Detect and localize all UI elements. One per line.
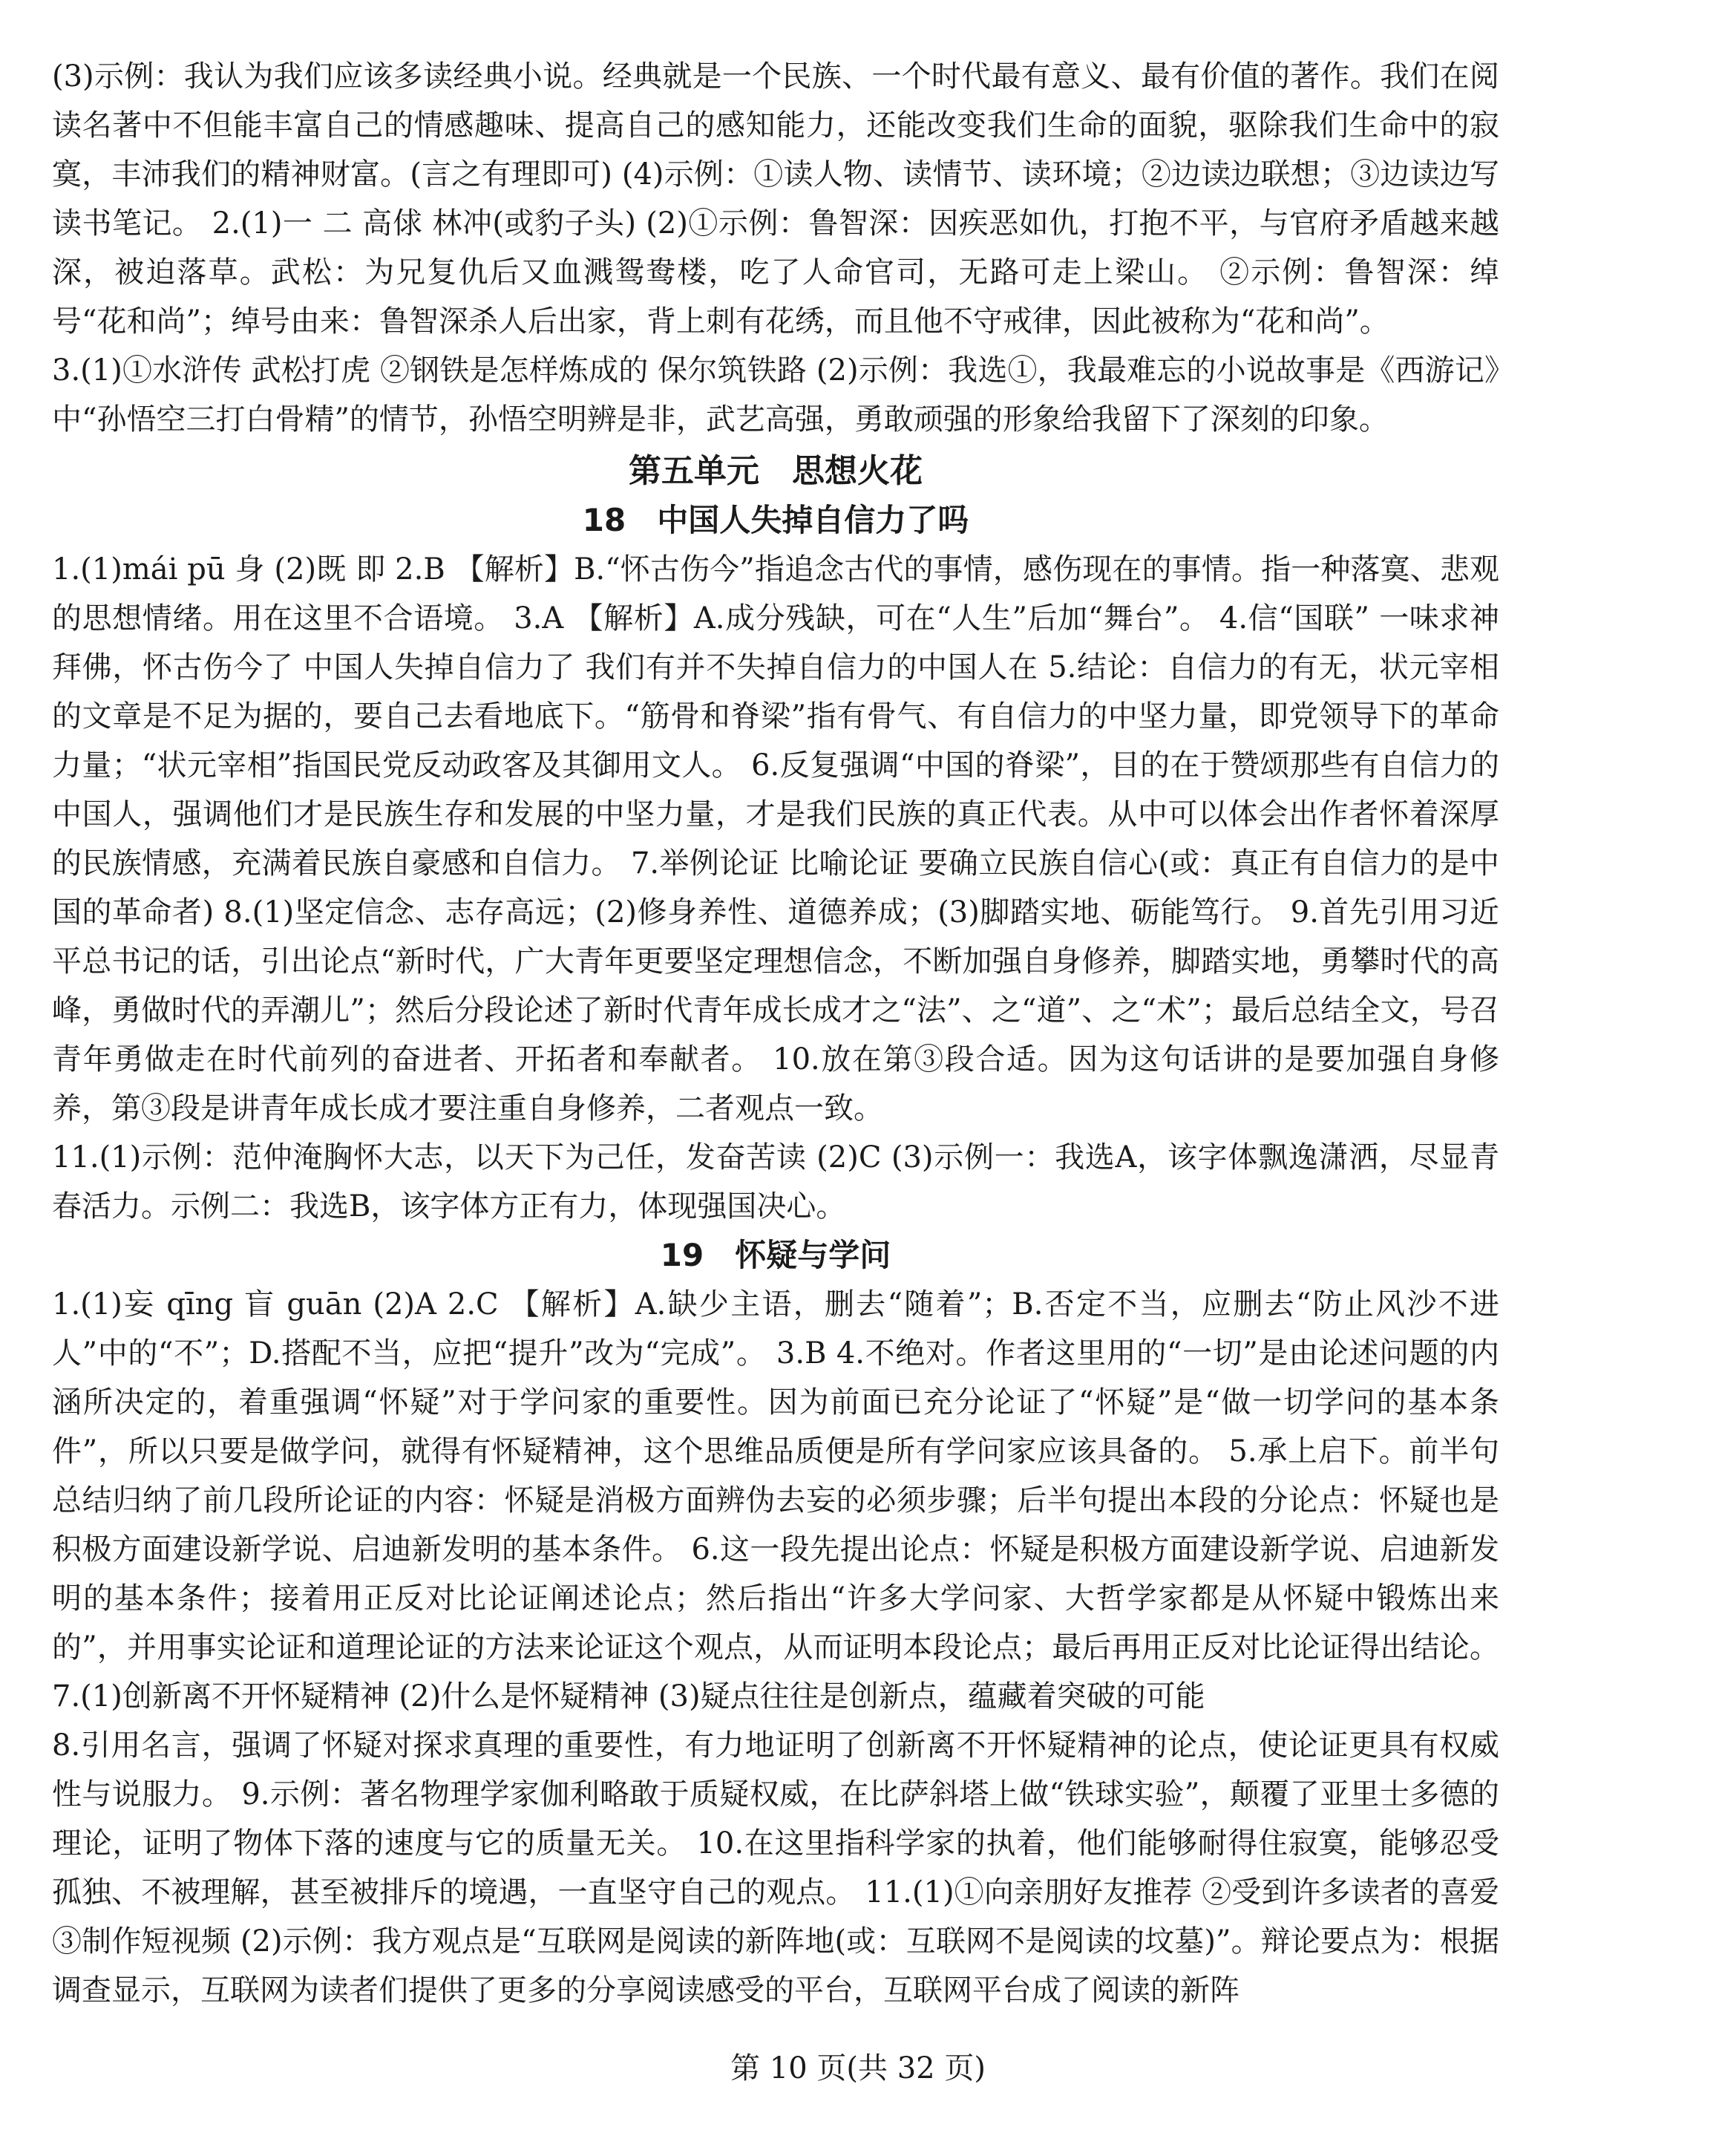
unit-title: 第五单元 思想火花 [629, 452, 923, 490]
lesson-19-answers: 1.(1)妄 qīng 盲 guān (2)A 2.C 【解析】A.缺少主语，删去“随着”；B.否定不当，应删去“防止风沙不进人”中的“不”；D.搭配不当，应把“提升”改为“完成”。 3.B 4.不绝对。作者这里用的“一切”是由论述问题的内涵所决定的，着重强调“怀疑”对于学问家的重要性。因为前面已充分论证了“怀疑”是“做一切学问的基本条件”，所以只要是做学问，就得有怀疑精神，这个思维品质便是所有学问家应该具备的。 5.承上启下。前半句总结归纳了前几段所论证的内容：怀疑是消极方面辨伪去妄的必须步骤；后半句提出本段的分论点：怀疑也是积极方面建设新学说、启迪新发明的基本条件。 6.这一段先提出论点：怀疑是积极方面建设新学说、启迪新发明的基本条件；接着用正反对比论证阐述论点；然后指出“许多大学问家、大哲学家都是从怀疑中锻炼出来的”，并用事实论证和道理论证的方法来论证这个观点，从而证明本段论点；最后再用正反对比论证得出结论。 7.(1)创新离不开怀疑精神 (2)什么是怀疑精神 (3)疑点往往是创新点，蕴藏着突破的可能 [52, 1287, 1499, 1714]
page-number: 第 10 页(共 32 页) [730, 2051, 986, 2085]
lesson-18-title: 18 中国人失掉自信力了吗 [582, 502, 969, 538]
lesson-19-title: 19 怀疑与学问 [660, 1237, 891, 1273]
answer-page [52, 52, 1499, 2015]
intro-paragraph-1: (3)示例：我认为我们应该多读经典小说。经典就是一个民族、一个时代最有意义、最有价值的著作。我们在阅读名著中不但能丰富自己的情感趣味、提高自己的感知能力，还能改变我们生命的面貌，驱除我们生命中的寂寞，丰沛我们的精神财富。(言之有理即可) (4)示例：①读人物、读情节、读环境；②边读边联想；③边读边写读书笔记。 2.(1)一 二 高俅 林冲(或豹子头) (2)①示例：鲁智深：因疾恶如仇，打抱不平，与官府矛盾越来越深，被迫落草。武松：为兄复仇后又血溅鸳鸯楼，吃了人命官司，无路可走上梁山。 ②示例：鲁智深：绰号“花和尚”；绰号由来：鲁智深杀人后出家，背上刺有花绣，而且他不守戒律，因此被称为“花和尚”。 [52, 59, 1499, 339]
lesson-18-answers-11: 11.(1)示例：范仲淹胸怀大志，以天下为己任，发奋苦读 (2)C (3)示例一：我选A，该字体飘逸潇洒，尽显青春活力。示例二：我选B，该字体方正有力，体现强国决心。 [52, 1140, 1499, 1224]
lesson-19-answers-8: 8.引用名言，强调了怀疑对探求真理的重要性，有力地证明了创新离不开怀疑精神的论点，使论证更具有权威性与说服力。 9.示例：著名物理学家伽利略敢于质疑权威，在比萨斜塔上做“铁球实验”，颠覆了亚里士多德的理论，证明了物体下落的速度与它的质量无关。 10.在这里指科学家的执着，他们能够耐得住寂寞，能够忍受孤独、不被理解，甚至被排斥的境遇，一直坚守自己的观点。 11.(1)①向亲朋好友推荐 ②受到许多读者的喜爱 ③制作短视频 (2)示例：我方观点是“互联网是阅读的新阵地(或：互联网不是阅读的坟墓)”。辩论要点为：根据调查显示，互联网为读者们提供了更多的分享阅读感受的平台，互联网平台成了阅读的新阵 [52, 1728, 1499, 2008]
lesson-18-answers: 1.(1)mái pū 身 (2)既 即 2.B 【解析】B.“怀古伤今”指追念古代的事情，感伤现在的事情。指一种落寞、悲观的思想情绪。用在这里不合语境。 3.A 【解析】A.成分残缺，可在“人生”后加“舞台”。 4.信“国联” 一味求神拜佛，怀古伤今了 中国人失掉自信力了 我们有并不失掉自信力的中国人在 5.结论：自信力的有无，状元宰相的文章是不足为据的，要自己去看地底下。“筋骨和脊梁”指有骨气、有自信力的中坚力量，即党领导下的革命力量；“状元宰相”指国民党反动政客及其御用文人。 6.反复强调“中国的脊梁”，目的在于赞颂那些有自信力的中国人，强调他们才是民族生存和发展的中坚力量，才是我们民族的真正代表。从中可以体会出作者怀着深厚的民族情感，充满着民族自豪感和自信力。 7.举例论证 比喻论证 要确立民族自信心(或：真正有自信力的是中国的革命者) 8.(1)坚定信念、志存高远；(2)修身养性、道德养成；(3)脚踏实地、砺能笃行。 9.首先引用习近平总书记的话，引出论点“新时代，广大青年更要坚定理想信念，不断加强自身修养，脚踏实地，勇攀时代的高峰，勇做时代的弄潮儿”；然后分段论述了新时代青年成长成才之“法”、之“道”、之“术”；最后总结全文，号召青年勇做走在时代前列的奋进者、开拓者和奉献者。 10.放在第③段合适。因为这句话讲的是要加强自身修养，第③段是讲青年成长成才要注重自身修养，二者观点一致。 [52, 552, 1499, 1126]
intro-paragraph-2: 3.(1)①水浒传 武松打虎 ②钢铁是怎样炼成的 保尔筑铁路 (2)示例：我选①，我最难忘的小说故事是《西游记》中“孙悟空三打白骨精”的情节，孙悟空明辨是非，武艺高强，勇敢顽强的形象给我留下了深刻的印象。 [52, 353, 1499, 437]
